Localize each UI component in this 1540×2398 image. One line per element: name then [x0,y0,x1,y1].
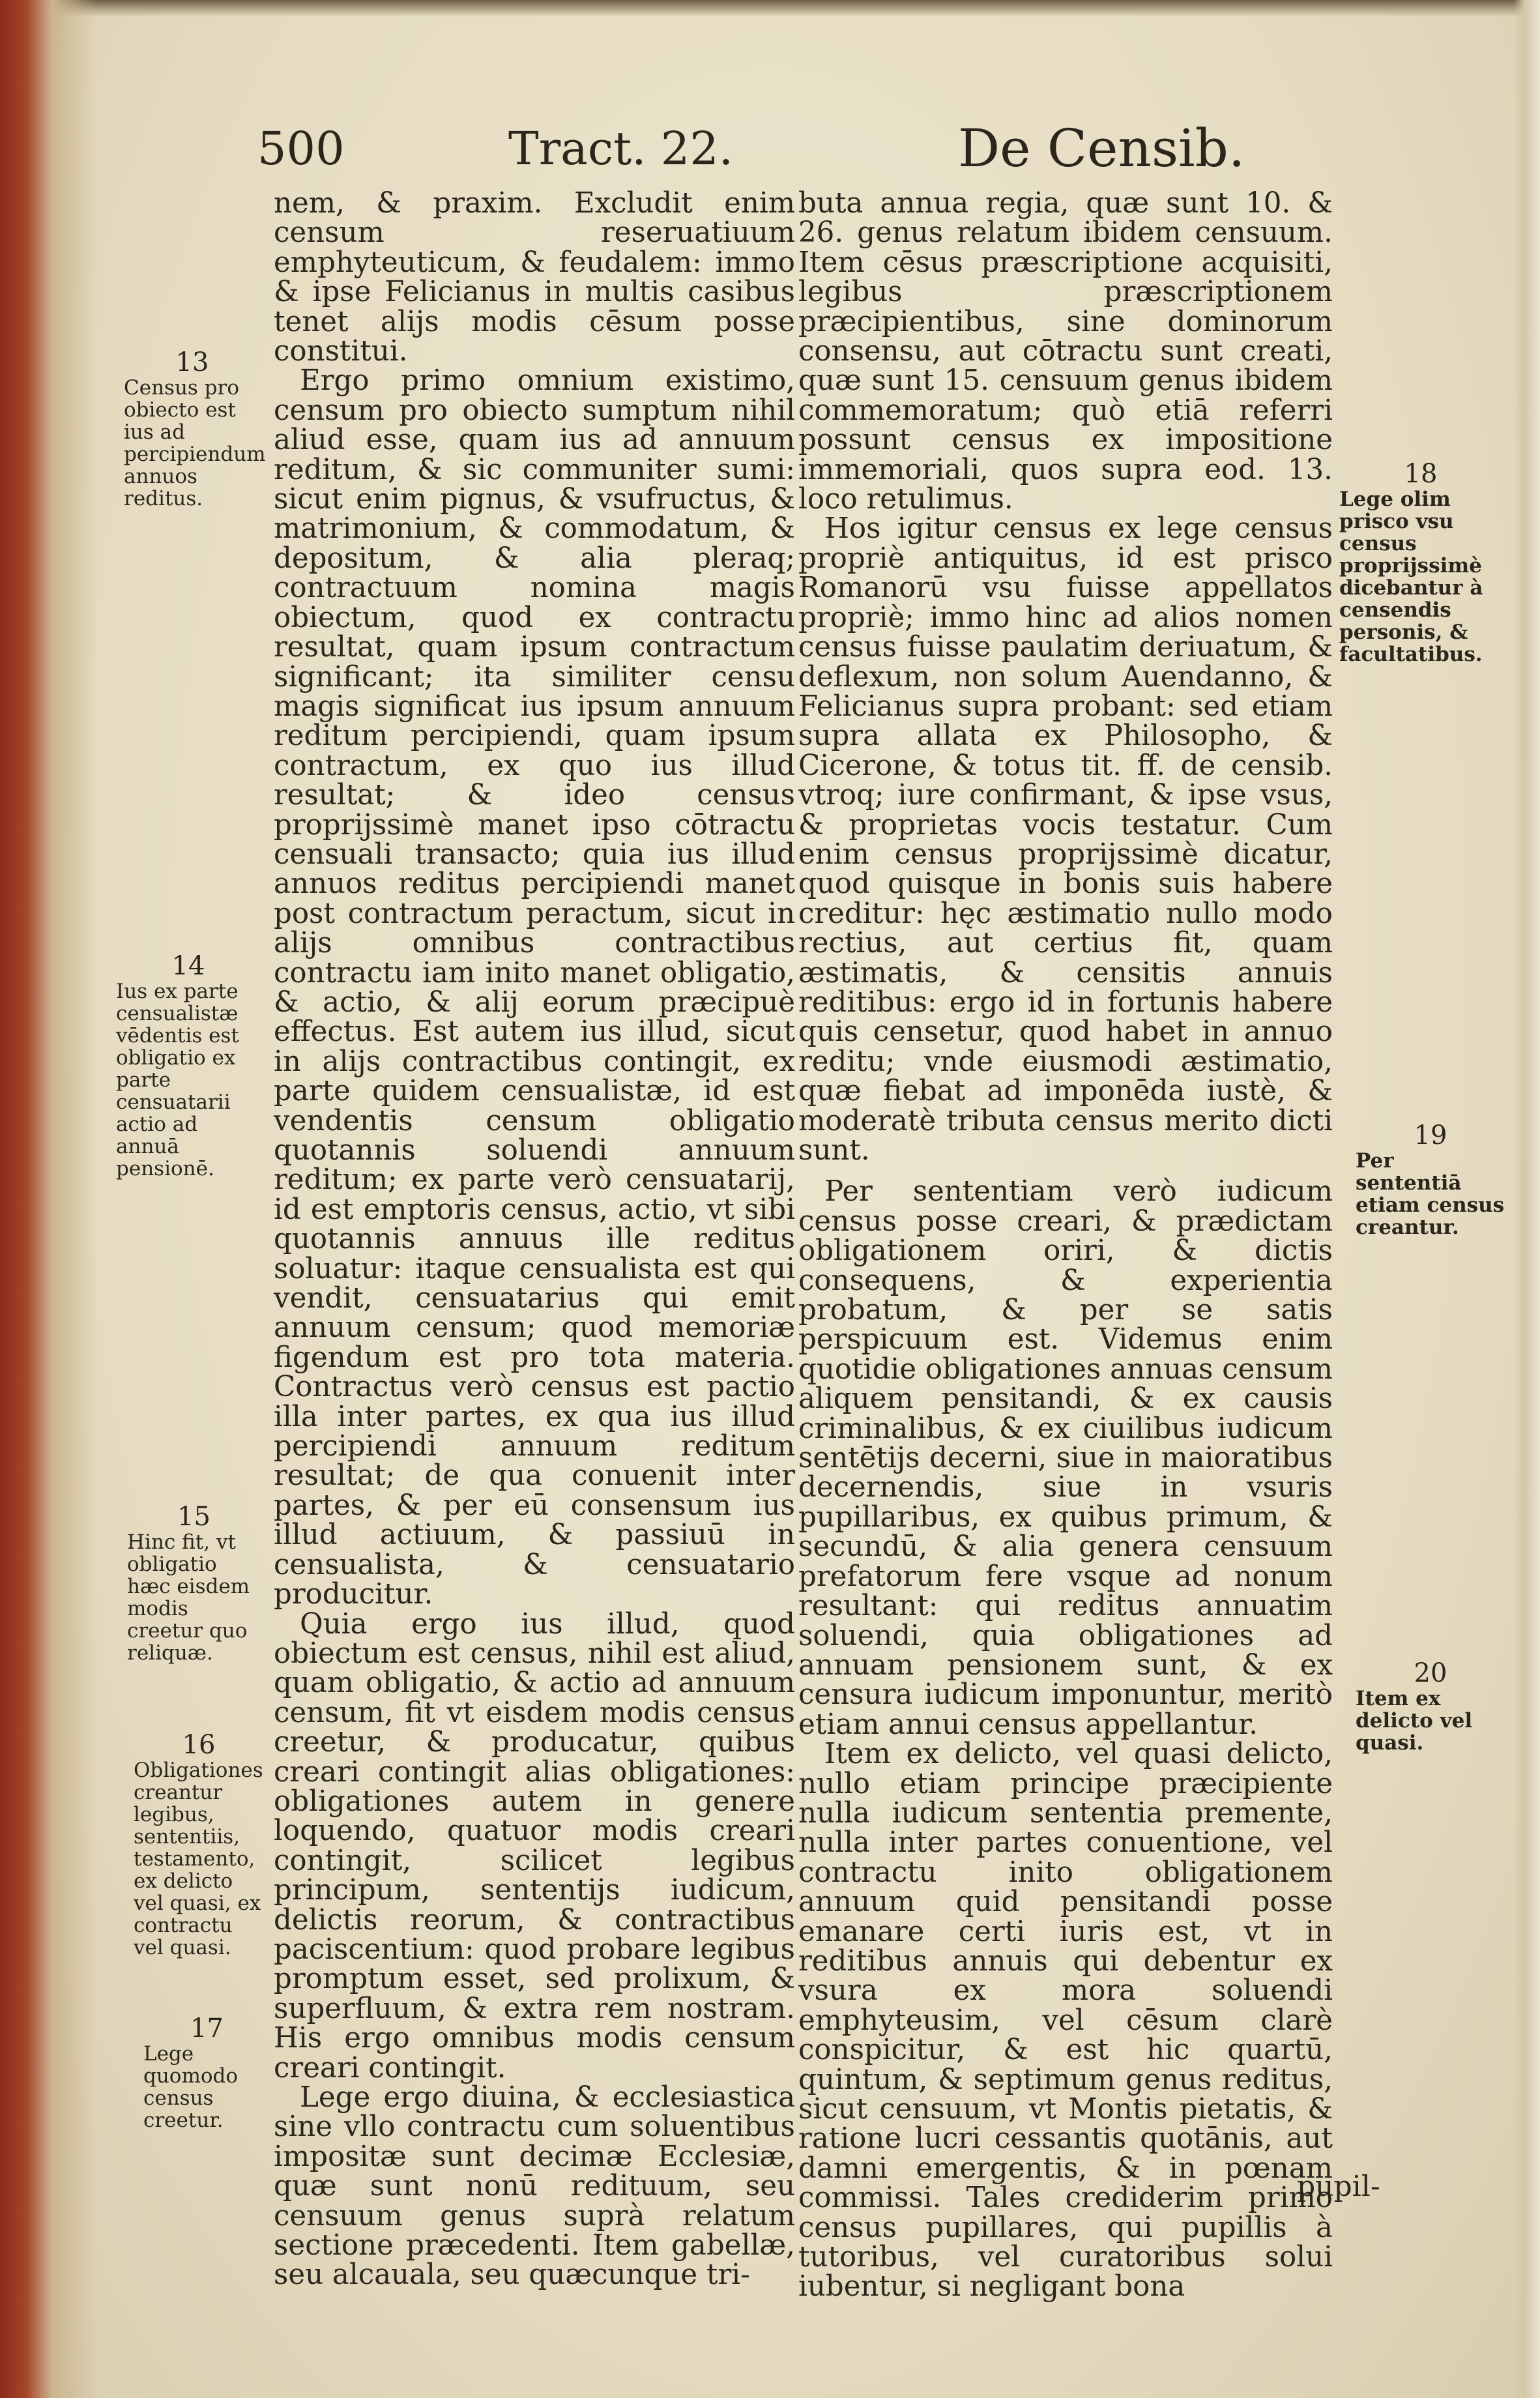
margin-note-text: Per sententiā etiam census creantur. [1356,1149,1505,1239]
margin-note-text: Obligationes creantur legibus, sententiis, testamento, ex delicto vel quasi, ex contractu vel quasi. [134,1759,263,1959]
running-title: De Censib. [958,118,1245,179]
page-gutter-edge [0,0,98,2398]
page-top-shadow [0,0,1540,17]
margin-note-text: Item ex delicto vel quasi. [1356,1687,1473,1755]
margin-note-20 [1356,1659,1505,1754]
margin-note-14 [116,952,261,1180]
margin-note-number: 13 [175,347,209,377]
paragraph: Per sententiam verò iudicum census posse creari, & prædictam obligationem oriri, & dictis consequens, & experientia probatum, & per se satis perspicuum est. Videmus enim quotidie obligationes annuas censum aliquem pensitandi, & ex causis criminalibus, & ex ciuilibus iudicum sentētijs decerni, siue in maioratibus decernendis, siue in vsuris pupillaribus, ex quibus primum, & secundū, & alia genera censuum prefatorum fere vsque ad nonum resultant: qui reditus annuatim soluendi, quia obligationes ad annuam pensionem sunt, & ex censura iudicum imponuntur, meritò etiam annui census appellantur. [798,1175,1333,1741]
margin-note-number: 19 [1414,1120,1447,1150]
paragraph: buta annua regia, quæ sunt 10. & 26. genus relatum ibidem censuum. Item cēsus præscriptione acquisiti, legibus præscriptionem præcipientibus, sine dominorum consensu, aut cōtractu sunt creati, quæ sunt 15. censuum genus ibidem commemoratum; quò etiā referri possunt census ex impositione immemoriali, quos supra eod. 13. loco retulimus. [798,187,1333,516]
margin-note-18 [1339,460,1502,665]
margin-note-number: 14 [171,951,205,981]
catchword: pupil- [1297,2170,1380,2203]
page-number: 500 [257,122,345,175]
margin-note-number: 16 [182,1730,216,1760]
margin-note-text: Hinc fit, vt obligatio hæc eisdem modis creetur quo reliquæ. [127,1530,250,1665]
paragraph: Quia ergo ius illud, quod obiectum est census, nihil est aliud, quam obligatio, & actio ad annuum censum, fit vt eisdem modis census creetur, & producatur, quibus creari contingit alias obligationes: obligationes autem in genere loquendo, quatuor modis creari contingit, scilicet legibus principum, sententijs iudicum, delictis reorum, & contractibus paciscentium: quod probare legibus promptum esset, sed prolixum, & superfluum, & extra rem nostram. His ergo omnibus modis censum creari contingit. [274,1607,795,2084]
paragraph: Hos igitur census ex lege census propriè antiquitus, id est prisco Romanorū vsu fuisse appellatos propriè; immo hinc ad alios nomen census fuisse paulatim deriuatum, & deflexum, non solum Auendanno, & Felicianus supra probant: sed etiam supra allata ex Philosopho, & Cicerone, & totus tit. ff. de censib. vtroq; iure confirmant, & ipse vsus, & proprietas vocis testatur. Cum enim census proprijssimè dicatur, quod quisque in bonis suis habere creditur: hęc æstimatio nullo modo rectius, aut certius fit, quam æstimatis, & censitis annuis reditibus: ergo id in fortunis habere quis censetur, quod habet in annuo reditu; vnde eiusmodi æstimatio, quæ fiebat ad imponēda iustè, & moderatè tributa census merito dicti sunt. [798,512,1333,1167]
margin-note-number: 20 [1414,1658,1447,1688]
margin-note-15 [127,1502,261,1664]
margin-note-17 [143,2014,270,2131]
margin-note-number: 17 [190,2013,224,2043]
page-fore-edge [1514,0,1540,2398]
margin-note-13 [124,347,266,510]
treatise-heading: Tract. 22. [508,122,734,175]
margin-note-19 [1356,1121,1505,1238]
paragraph: Item ex delicto, vel quasi delicto, nullo etiam principe præcipiente nulla iudicum sententia premente, nulla inter partes conuentione, vel contractu inito obligationem annuum quid pensitandi posse emanare certi iuris est, vt in reditibus annuis qui debentur ex vsura ex mora soluendi emphyteusim, vel cēsum clarè conspicitur, & est hic quartū, quintum, & septimum genus reditus, sicut censuum, vt Montis pietatis, & ratione lucri cessantis quotānis, aut damni emergentis, & in pœnam commissi. Tales crediderim primo census pupillares, qui pupillis à tutoribus, vel curatoribus solui iubentur, si negligant bona [798,1738,1333,2303]
margin-note-text: Census pro obiecto est ius ad percipiendum annuos reditus. [124,376,266,510]
paragraph: Ergo primo omnium existimo, censum pro obiecto sumptum nihil aliud esse, quam ius ad annuum reditum, & sic communiter sumi: sicut enim pignus, & vsufructus, & matrimonium, & commodatum, & depositum, & alia pleraq; contractuum nomina magis obiectum, quod ex contractu resultat, quam ipsum contractum significant; ita similiter censu magis significat ius ipsum annuum reditum percipiendi, quam ipsum contractum, ex quo ius illud resultat; & ideo census proprijssimè manet ipso cōtractu censuali transacto; quia ius illud annuos reditus percipiendi manet post contractum peractum, sicut in alijs omnibus contractibus contractu iam inito manet obligatio, & actio, & alij eorum præcipuè effectus. Est autem ius illud, sicut in alijs contractibus contingit, ex parte quidem censualistæ, id est vendentis censum obligatio quotannis soluendi annuum reditum; ex parte verò censuatarij, id est emptoris census, actio, vt sibi quotannis annuus ille reditus soluatur: itaque censualista est qui vendit, censuatarius qui emit annuum censum; quod memoriæ figendum est pro tota materia. Contractus verò census est pactio illa inter partes, ex qua ius illud percipiendi annuum reditum resultat; de qua conuenit inter partes, & per eū consensum ius illud actiuum, & passiuū in censualista, & censuatario producitur. [274,364,795,1611]
margin-note-number: 18 [1404,459,1438,489]
right-text-column [798,189,1333,2302]
margin-note-text: Ius ex parte censualistæ vēdentis est obligatio ex parte censuatarii actio ad annuā pensionē. [116,980,239,1180]
margin-note-text: Lege quomodo census creetur. [143,2042,239,2132]
margin-note-16 [134,1731,264,1959]
left-text-column [274,189,795,2290]
paragraph: nem, & praxim. Excludit enim censum reseruatiuum emphyteuticum, & feudalem: immo & ipse Felicianus in multis casibus tenet alijs modis cēsum posse constitui. [274,187,795,368]
margin-note-number: 15 [177,1502,211,1532]
margin-note-text: Lege olim prisco vsu census proprijssimè dicebantur à censendis personis, & facultatibus. [1339,488,1483,666]
paragraph: Lege ergo diuina, & ecclesiastica sine vllo contractu cum soluentibus impositæ sunt decimæ Ecclesiæ, quæ sunt nonū redituum, seu censuum genus suprà relatum sectione præcedenti. Item gabellæ, seu alcauala, seu quæcunque tri- [274,2081,795,2292]
